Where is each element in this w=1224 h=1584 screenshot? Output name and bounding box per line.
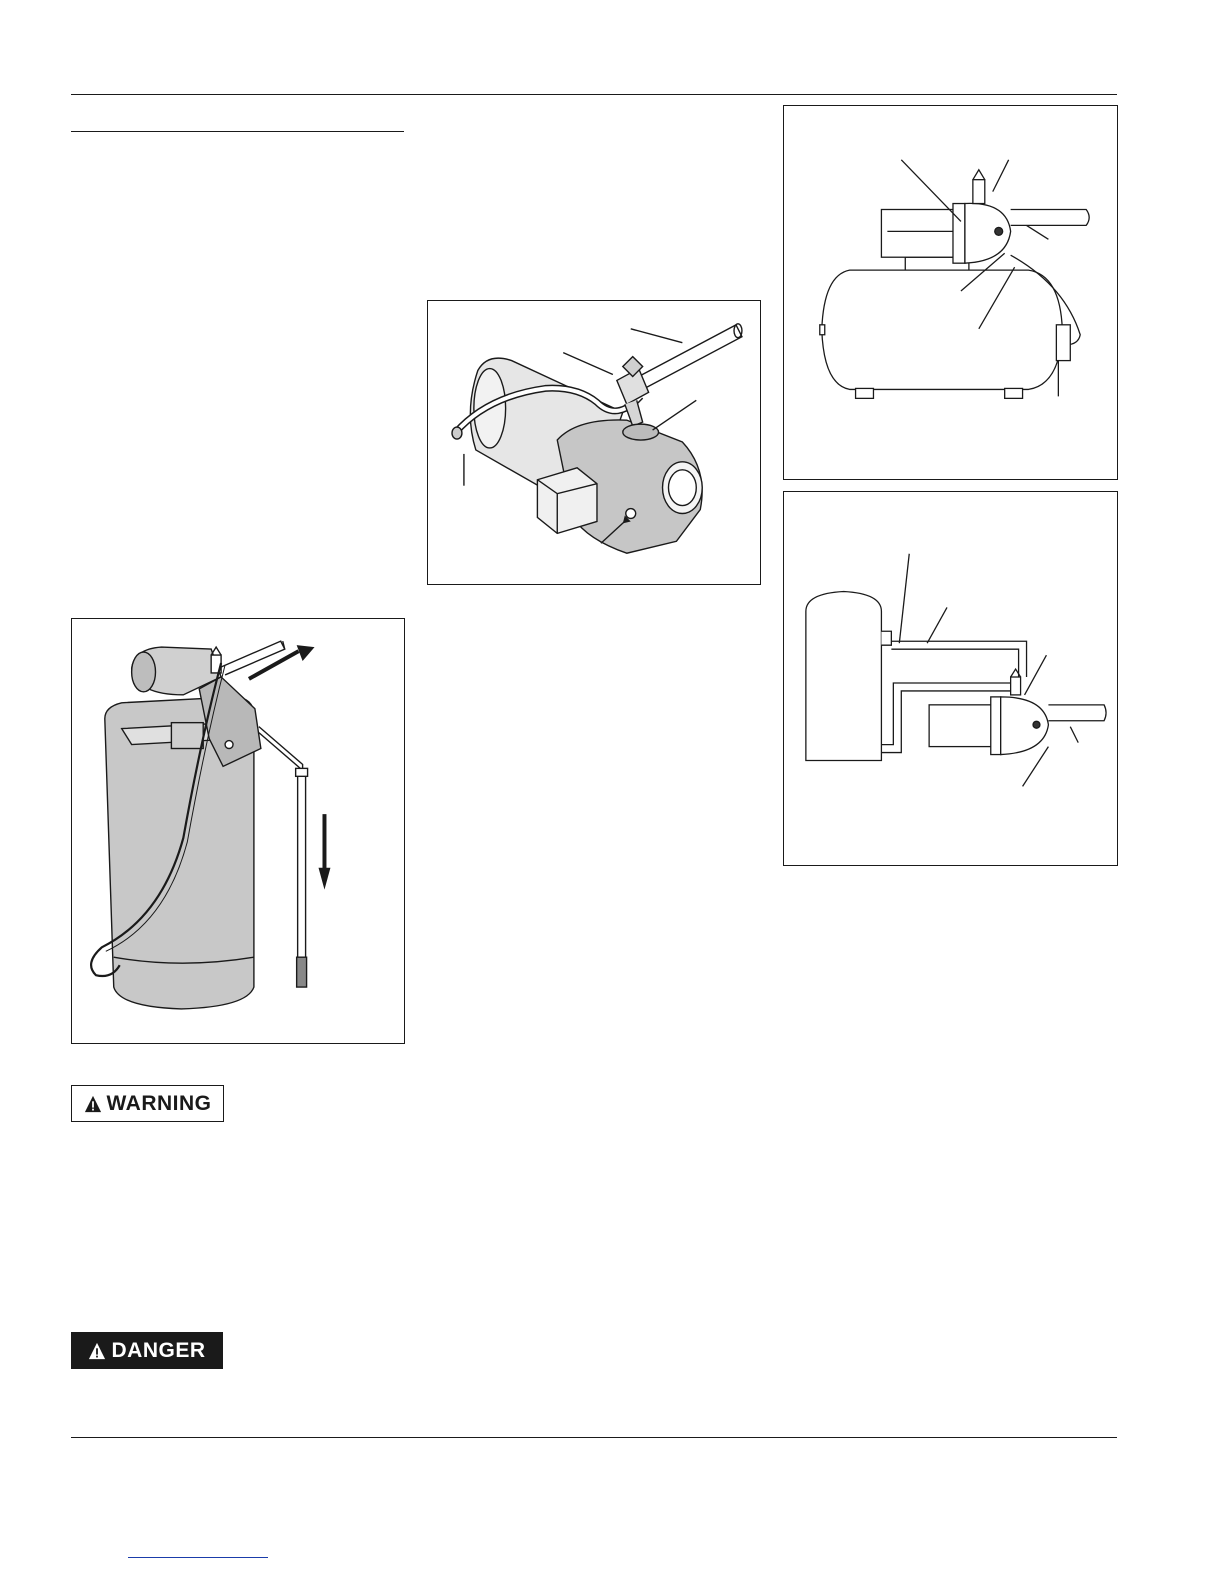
section-rule [71,131,404,132]
warning-triangle-icon [84,1095,102,1113]
danger-label: DANGER [111,1338,206,1362]
jet-pump-closeup-icon [428,301,760,584]
header-rule [71,94,1117,95]
danger-badge [71,1332,223,1369]
warning-label: WARNING [106,1091,212,1115]
vertical-tank-pump-figure [71,618,405,1044]
pump-on-horizontal-tank-icon [784,106,1117,479]
pump-beside-vertical-tank-icon [784,492,1117,865]
vertical-tank-beside-figure [783,491,1118,866]
footer-link-underline[interactable] [128,1557,268,1558]
footer-rule [71,1437,1117,1438]
horizontal-tank-figure [783,105,1118,480]
pump-on-vertical-tank-icon [72,619,404,1043]
jet-pump-detail-figure [427,300,761,585]
danger-triangle-icon [88,1342,106,1360]
warning-badge [71,1085,224,1122]
